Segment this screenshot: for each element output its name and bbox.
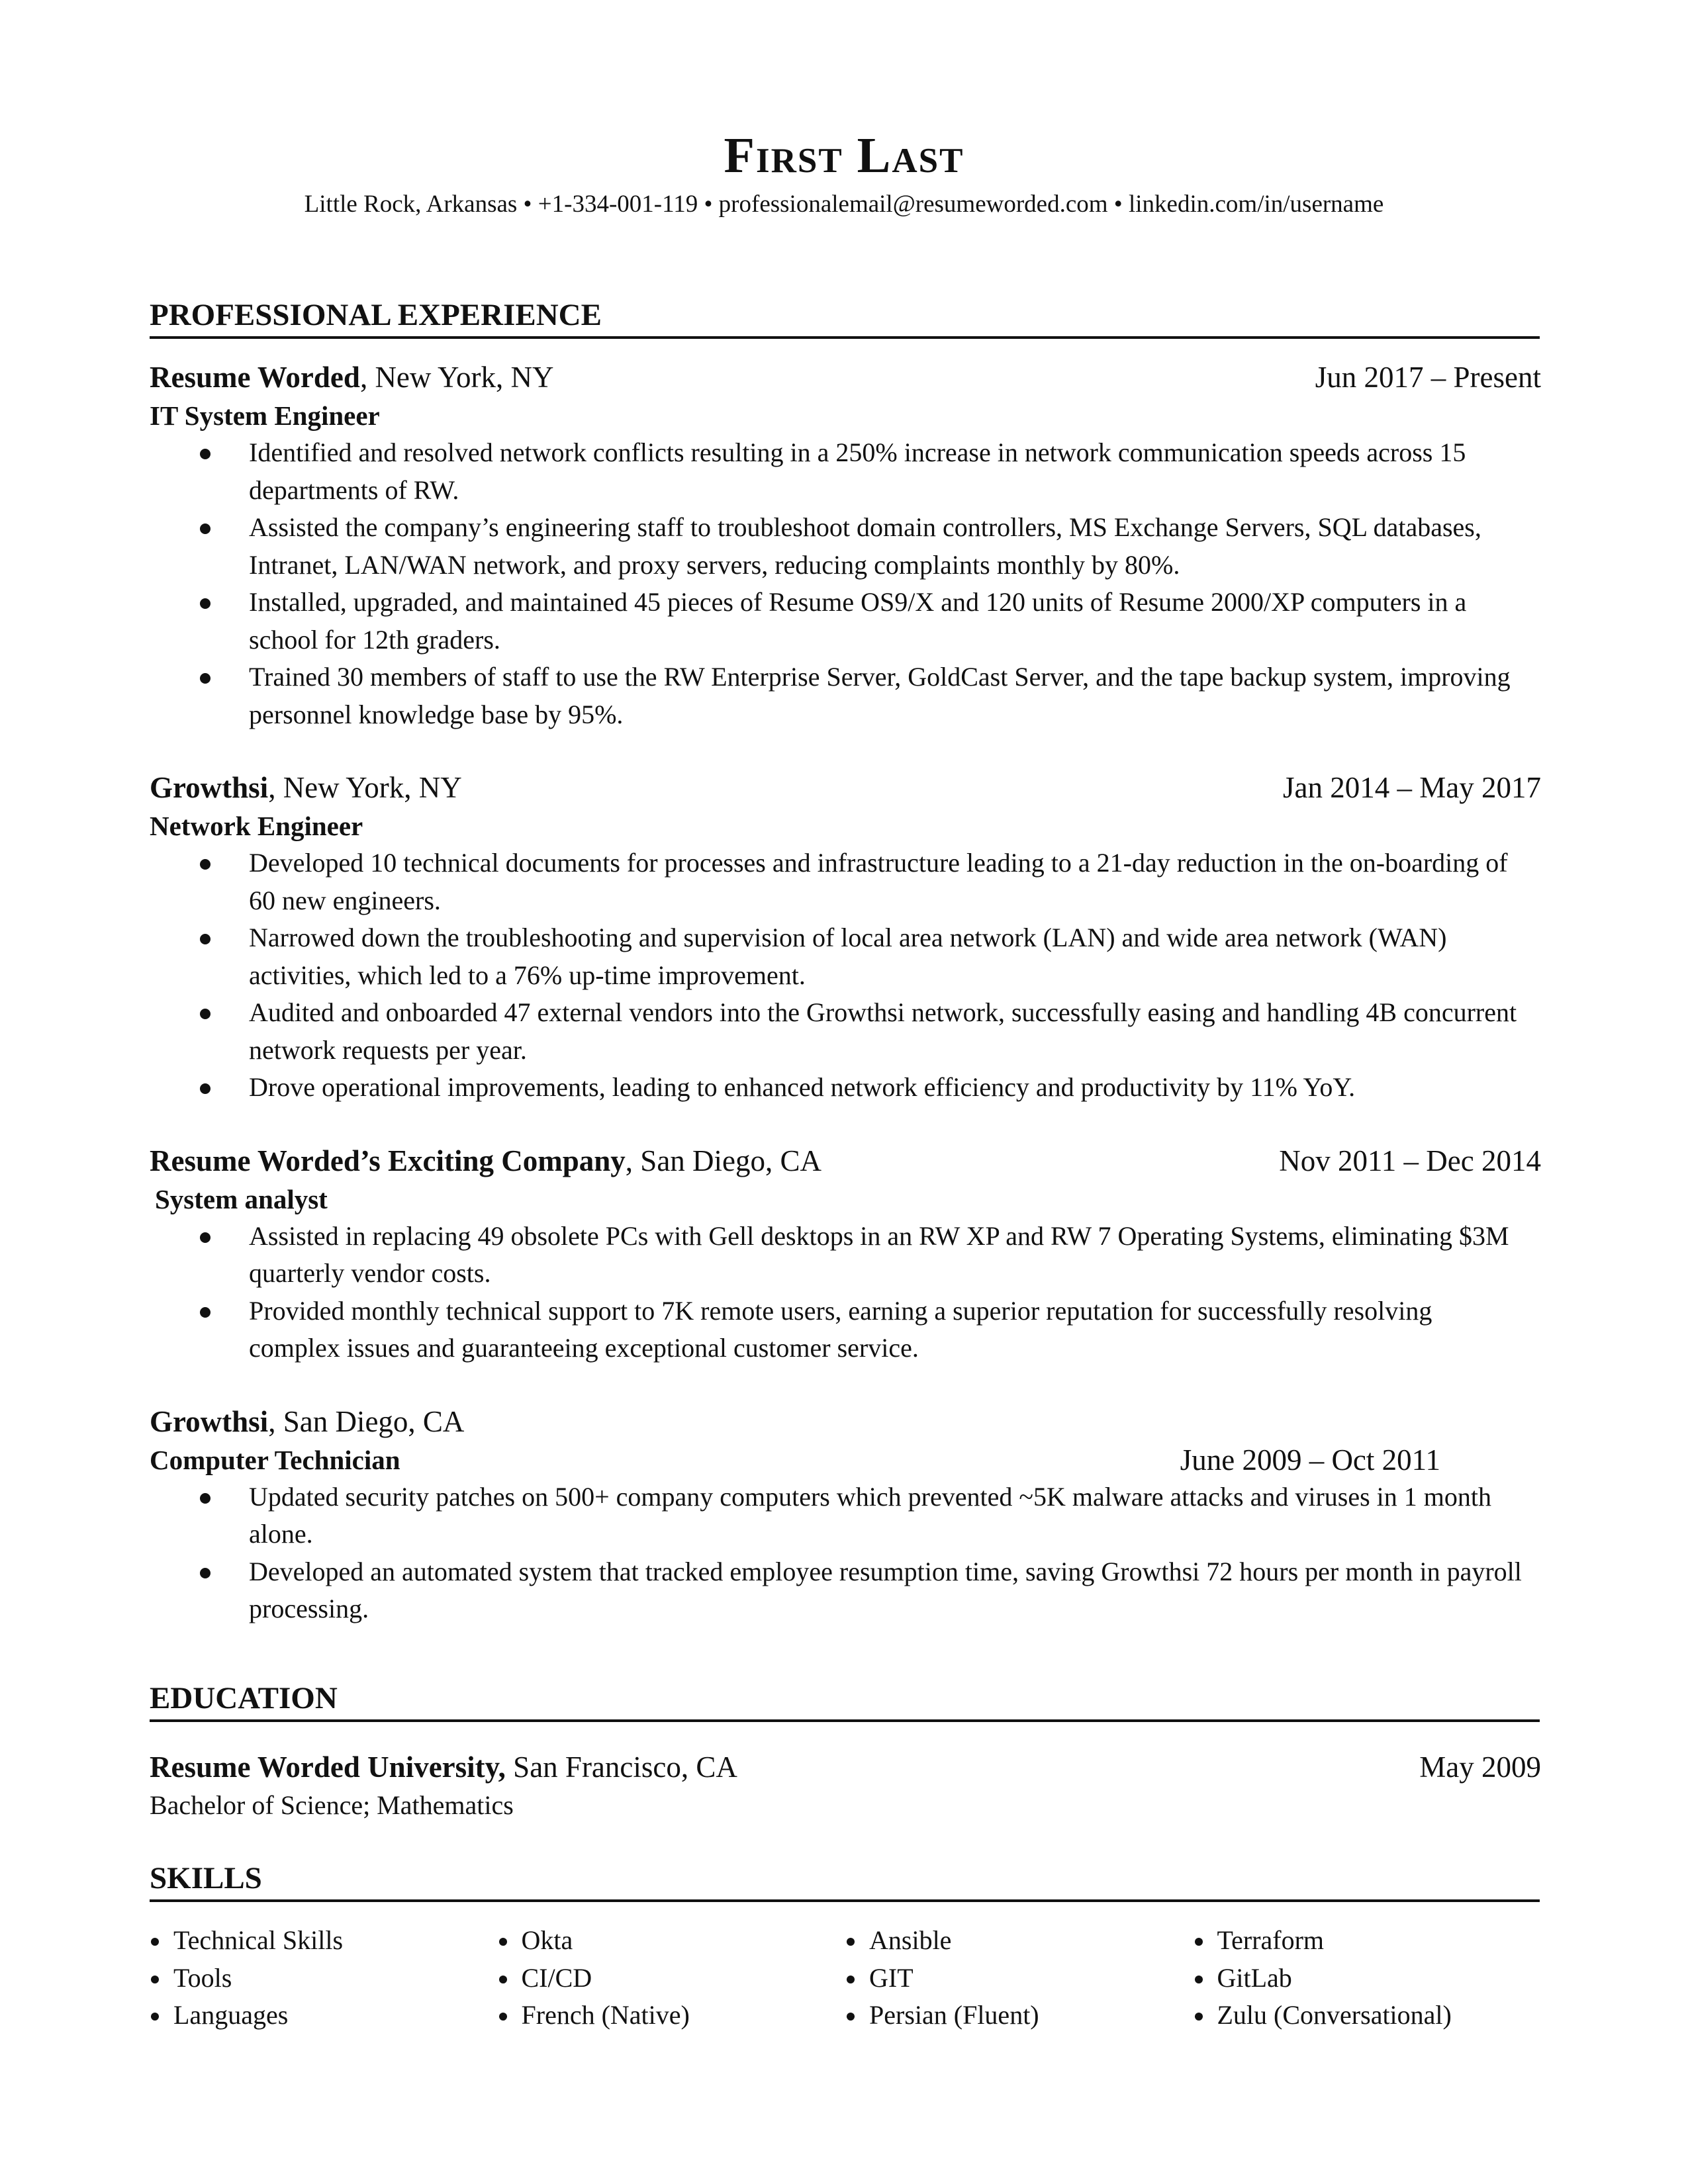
job-dates: June 2009 – Oct 2011 xyxy=(1180,1443,1440,1477)
bullet-item: Identified and resolved network conflicts resulting in a 250% increase in network communication speeds across 15 departments of RW. xyxy=(150,434,1541,509)
job-header xyxy=(150,768,1541,807)
job-bullets xyxy=(150,844,1541,1107)
bullet-item: Narrowed down the troubleshooting and supervision of local area network (LAN) and wide area network (WAN) activities, which led to a 76% up-time improvement. xyxy=(150,919,1541,994)
bullet-item: Assisted the company’s engineering staff to troubleshoot domain controllers, MS Exchange Servers, SQL databases, Intranet, LAN/WAN network, and proxy servers, reducing complaints monthly by 80%. xyxy=(150,509,1541,584)
skill-item: CI/CD xyxy=(498,1960,846,1997)
job-title-row xyxy=(150,1441,1541,1479)
job-header xyxy=(150,357,1541,397)
bullet-item: Provided monthly technical support to 7K remote users, earning a superior reputation for successfully resolving complex issues and guaranteeing exceptional customer service. xyxy=(150,1293,1541,1367)
bullet-item: Assisted in replacing 49 obsolete PCs with Gell desktops in an RW XP and RW 7 Operating Systems, eliminating $3M quarterly vendor costs. xyxy=(150,1218,1541,1293)
skill-item: Technical Skills xyxy=(150,1922,498,1960)
school-location: San Francisco, CA xyxy=(505,1751,737,1784)
job-entry xyxy=(150,1402,1541,1628)
job-dates: Jun 2017 – Present xyxy=(1315,361,1541,394)
skills-heading: SKILLS xyxy=(150,1860,1540,1902)
company-name: Resume Worded xyxy=(150,361,360,394)
skill-item: Tools xyxy=(150,1960,498,1997)
job-dates: Jan 2014 – May 2017 xyxy=(1283,771,1541,804)
job-header xyxy=(150,1402,1541,1441)
skill-item: Zulu (Conversational) xyxy=(1194,1997,1542,2034)
skill-item: Languages xyxy=(150,1997,498,2034)
job-location: , New York, NY xyxy=(359,361,554,394)
job-title: Computer Technician xyxy=(150,1444,400,1475)
job-location: , San Diego, CA xyxy=(625,1144,822,1177)
job-dates: Nov 2011 – Dec 2014 xyxy=(1279,1144,1541,1177)
skills-column xyxy=(1194,1922,1542,2034)
job-title: IT System Engineer xyxy=(150,400,380,431)
company-name: Resume Worded’s Exciting Company xyxy=(150,1144,626,1177)
bullet-item: Trained 30 members of staff to use the RW Enterprise Server, GoldCast Server, and the tape backup system, improving personnel knowledge base by 95%. xyxy=(150,659,1541,733)
experience-heading: PROFESSIONAL EXPERIENCE xyxy=(150,296,1540,339)
job-title: System analyst xyxy=(155,1183,328,1214)
resume-header xyxy=(0,126,1688,221)
bullet-item: Audited and onboarded 47 external vendors into the Growthsi network, successfully easing and handling 4B concurrent network requests per year. xyxy=(150,994,1541,1069)
job-header xyxy=(150,1141,1541,1181)
education-heading: EDUCATION xyxy=(150,1680,1540,1722)
job-bullets xyxy=(150,434,1541,733)
bullet-item: Updated security patches on 500+ company computers which prevented ~5K malware attacks and viruses in 1 month alone. xyxy=(150,1479,1541,1553)
education-header xyxy=(150,1747,1541,1787)
skill-item: French (Native) xyxy=(498,1997,846,2034)
company-name: Growthsi xyxy=(150,771,269,804)
job-location: , San Diego, CA xyxy=(268,1404,465,1438)
skill-item: GitLab xyxy=(1194,1960,1542,1997)
skill-item: Ansible xyxy=(845,1922,1194,1960)
skills-column xyxy=(845,1922,1194,2034)
school-name: Resume Worded University, xyxy=(150,1751,506,1784)
experience-section xyxy=(150,357,1541,1662)
skills-column xyxy=(498,1922,846,2034)
skill-item: GIT xyxy=(845,1960,1194,1997)
contact-line: Little Rock, Arkansas • +1-334-001-119 • professionalemail@resumeworded.com • linkedin.com/in/username xyxy=(304,191,1384,218)
graduation-date: May 2009 xyxy=(1419,1751,1541,1784)
bullet-item: Installed, upgraded, and maintained 45 pieces of Resume OS9/X and 120 units of Resume 2000/XP computers in a school for 12th graders. xyxy=(150,584,1541,659)
skill-item: Terraform xyxy=(1194,1922,1542,1960)
bullet-item: Developed an automated system that tracked employee resumption time, saving Growthsi 72 hours per month in payroll processing. xyxy=(150,1553,1541,1628)
education-section xyxy=(150,1747,1541,1824)
company-name: Growthsi xyxy=(150,1404,269,1438)
candidate-name: First Last xyxy=(724,128,964,183)
skills-column xyxy=(150,1922,498,2034)
job-location: , New York, NY xyxy=(268,771,462,804)
job-bullets xyxy=(150,1218,1541,1367)
bullet-item: Developed 10 technical documents for processes and infrastructure leading to a 21-day reduction in the on-boarding of 60 new engineers. xyxy=(150,844,1541,919)
job-entry xyxy=(150,357,1541,733)
bullet-item: Drove operational improvements, leading to enhanced network efficiency and productivity by 11% YoY. xyxy=(150,1069,1541,1107)
degree: Bachelor of Science; Mathematics xyxy=(150,1790,514,1820)
skills-section xyxy=(150,1922,1541,2034)
job-entry xyxy=(150,1141,1541,1367)
skill-item: Persian (Fluent) xyxy=(845,1997,1194,2034)
job-entry xyxy=(150,768,1541,1107)
job-bullets xyxy=(150,1479,1541,1628)
job-title: Network Engineer xyxy=(150,811,363,841)
skill-item: Okta xyxy=(498,1922,846,1960)
